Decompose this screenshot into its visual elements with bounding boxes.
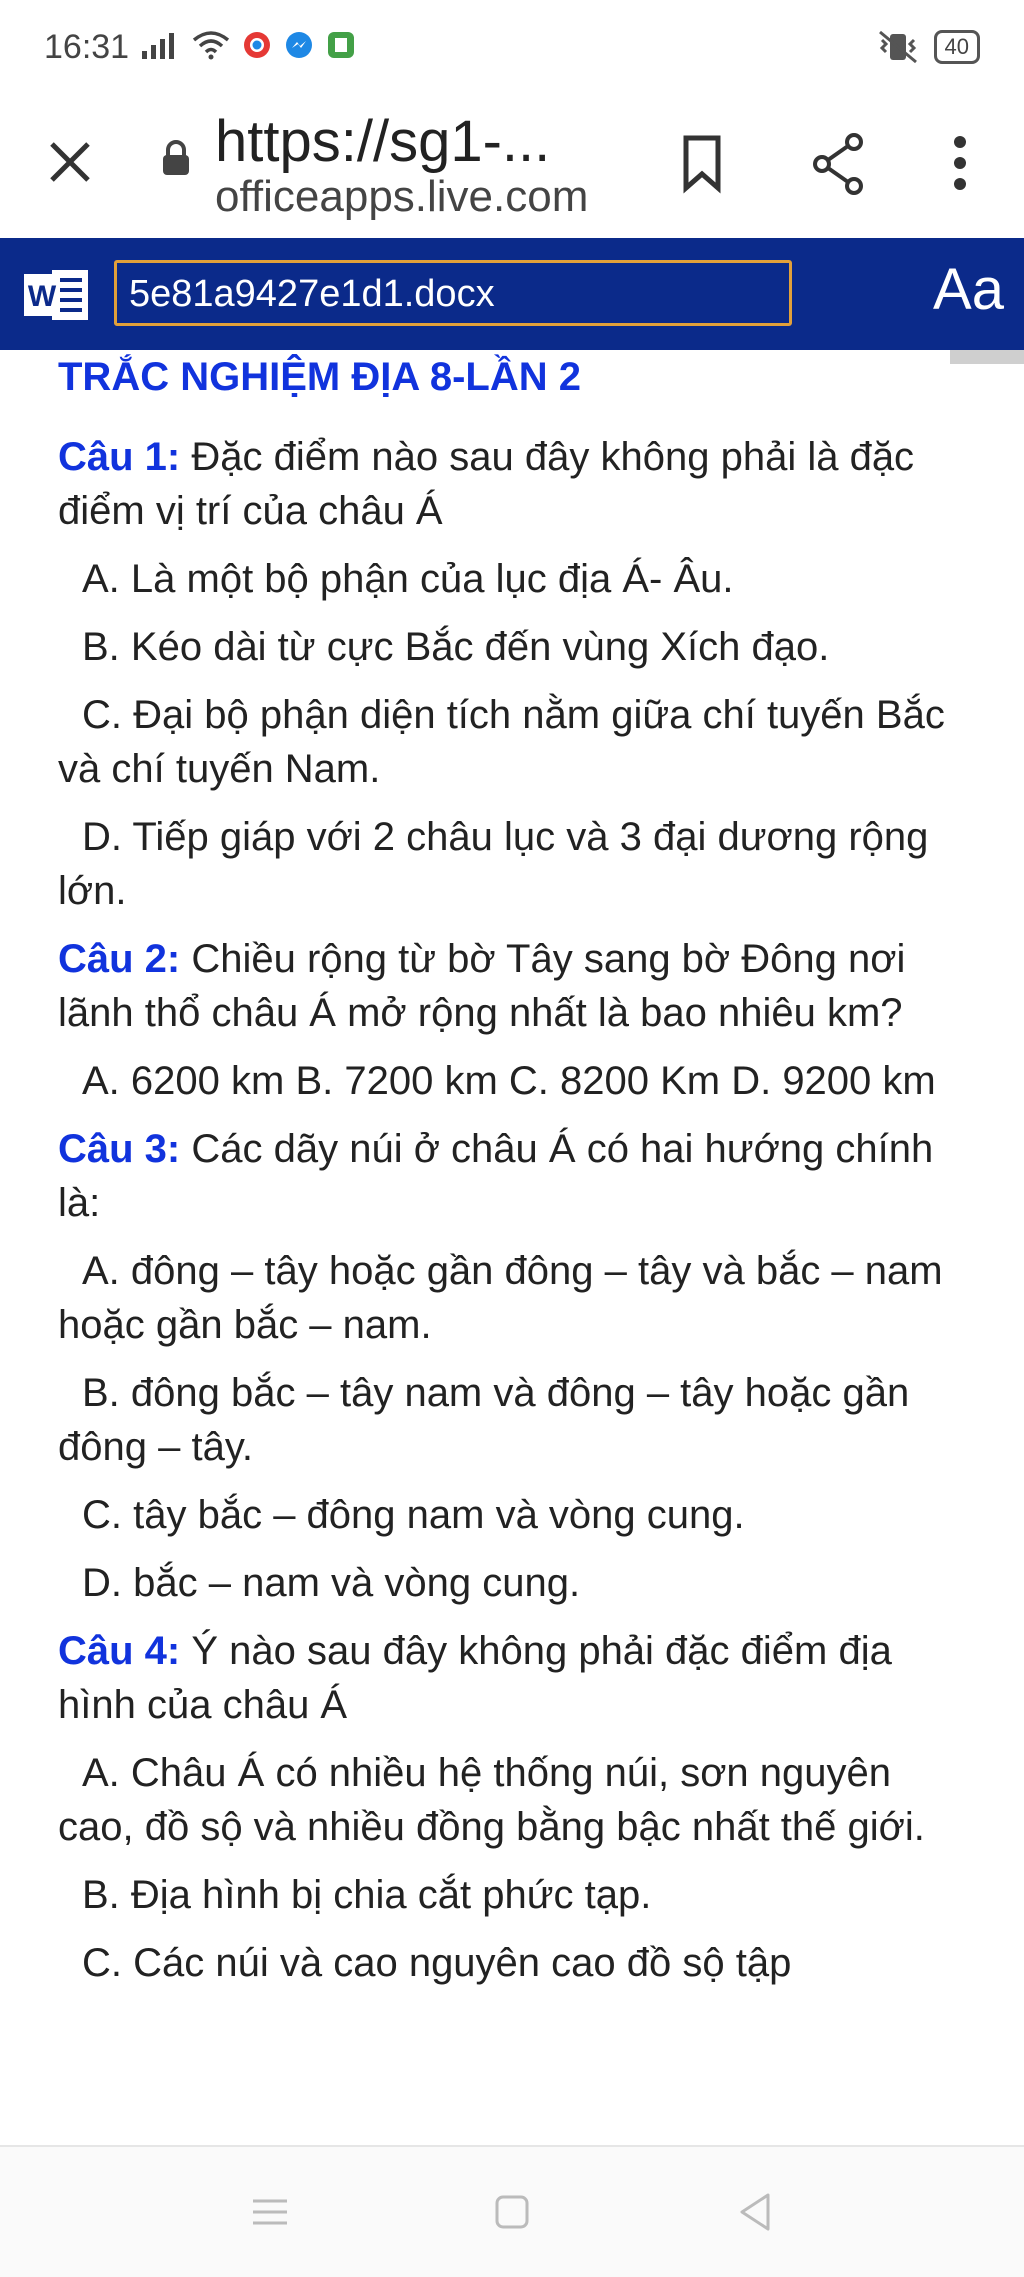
bookmark-icon[interactable] bbox=[672, 128, 732, 198]
share-icon[interactable] bbox=[808, 128, 868, 198]
url-domain[interactable]: officeapps.live.com bbox=[215, 172, 589, 221]
url-text[interactable]: https://sg1-... bbox=[215, 109, 551, 174]
messenger-notification-icon bbox=[284, 30, 314, 60]
status-time: 16:31 bbox=[44, 28, 130, 66]
question-text: Các dãy núi ở châu Á có hai hướng chính là: bbox=[58, 1127, 934, 1225]
answer-option: A. Châu Á có nhiều hệ thống núi, sơn nguyên cao, đồ sộ và nhiều đồng bằng bậc nhất thế giới. bbox=[58, 1751, 925, 1849]
question-2 bbox=[58, 932, 958, 1040]
home-icon[interactable] bbox=[487, 2187, 537, 2237]
signal-icon bbox=[142, 31, 180, 59]
filename-text: 5e81a9427e1d1.docx bbox=[129, 273, 495, 315]
answer-option: C. tây bắc – đông nam và vòng cung. bbox=[82, 1493, 745, 1537]
menu-icon[interactable] bbox=[245, 2187, 295, 2237]
font-size-button[interactable]: Aa bbox=[933, 257, 1004, 322]
more-options-icon[interactable] bbox=[930, 128, 990, 198]
answer-option: B. đông bắc – tây nam và đông – tây hoặc gần đông – tây. bbox=[58, 1371, 910, 1469]
question-text: Đặc điểm nào sau đây không phải là đặc điểm vị trí của châu Á bbox=[58, 435, 915, 533]
question-label: Câu 2: bbox=[58, 937, 181, 981]
browser-toolbar bbox=[0, 100, 1024, 238]
answer-option: D. bắc – nam và vòng cung. bbox=[82, 1561, 581, 1605]
answer-option: C. Các núi và cao nguyên cao đồ sộ tập bbox=[82, 1941, 792, 1985]
status-icons-left bbox=[142, 30, 356, 60]
question-text: Chiều rộng từ bờ Tây sang bờ Đông nơi lãnh thổ châu Á mở rộng nhất là bao nhiêu km? bbox=[58, 937, 906, 1035]
battery-indicator: 40 bbox=[934, 30, 980, 64]
chrome-notification-icon bbox=[242, 30, 272, 60]
status-bar bbox=[0, 0, 1024, 100]
question-label: Câu 3: bbox=[58, 1127, 181, 1171]
question-text: Ý nào sau đây không phải đặc điểm địa hình của châu Á bbox=[58, 1629, 892, 1727]
status-icons-right bbox=[876, 30, 980, 64]
scrollbar-thumb[interactable] bbox=[950, 350, 1024, 364]
answer-option: A. Là một bộ phận của lục địa Á- Âu. bbox=[82, 557, 734, 601]
vibrate-mute-icon bbox=[876, 30, 920, 64]
answer-option: D. Tiếp giáp với 2 châu lục và 3 đại dương rộng lớn. bbox=[58, 815, 929, 913]
word-logo-icon[interactable] bbox=[24, 264, 90, 326]
svg-text:W: W bbox=[27, 280, 57, 313]
document-body bbox=[58, 350, 958, 2004]
system-navigation-bar bbox=[0, 2145, 1024, 2277]
question-label: Câu 1: bbox=[58, 435, 181, 479]
wifi-icon bbox=[192, 30, 230, 60]
filename-field[interactable] bbox=[114, 260, 792, 326]
answer-option: A. đông – tây hoặc gần đông – tây và bắc – nam hoặc gần bắc – nam. bbox=[58, 1249, 943, 1347]
question-4 bbox=[58, 1624, 958, 1732]
back-icon[interactable] bbox=[730, 2187, 780, 2237]
word-header bbox=[0, 238, 1024, 350]
answer-option: B. Địa hình bị chia cắt phức tạp. bbox=[82, 1873, 652, 1917]
document-title: TRẮC NGHIỆM ĐỊA 8-LẦN 2 bbox=[58, 355, 581, 399]
answer-option: C. Đại bộ phận diện tích nằm giữa chí tuyến Bắc và chí tuyến Nam. bbox=[58, 693, 945, 791]
answer-option: B. Kéo dài từ cực Bắc đến vùng Xích đạo. bbox=[82, 625, 830, 669]
question-1 bbox=[58, 430, 958, 538]
document-view[interactable] bbox=[0, 350, 1024, 2145]
question-3 bbox=[58, 1122, 958, 1230]
close-icon[interactable] bbox=[40, 132, 100, 192]
question-label: Câu 4: bbox=[58, 1629, 181, 1673]
app-notification-icon bbox=[326, 30, 356, 60]
lock-icon bbox=[160, 138, 192, 178]
answer-option: A. 6200 km B. 7200 km C. 8200 Km D. 9200 km bbox=[82, 1059, 936, 1103]
